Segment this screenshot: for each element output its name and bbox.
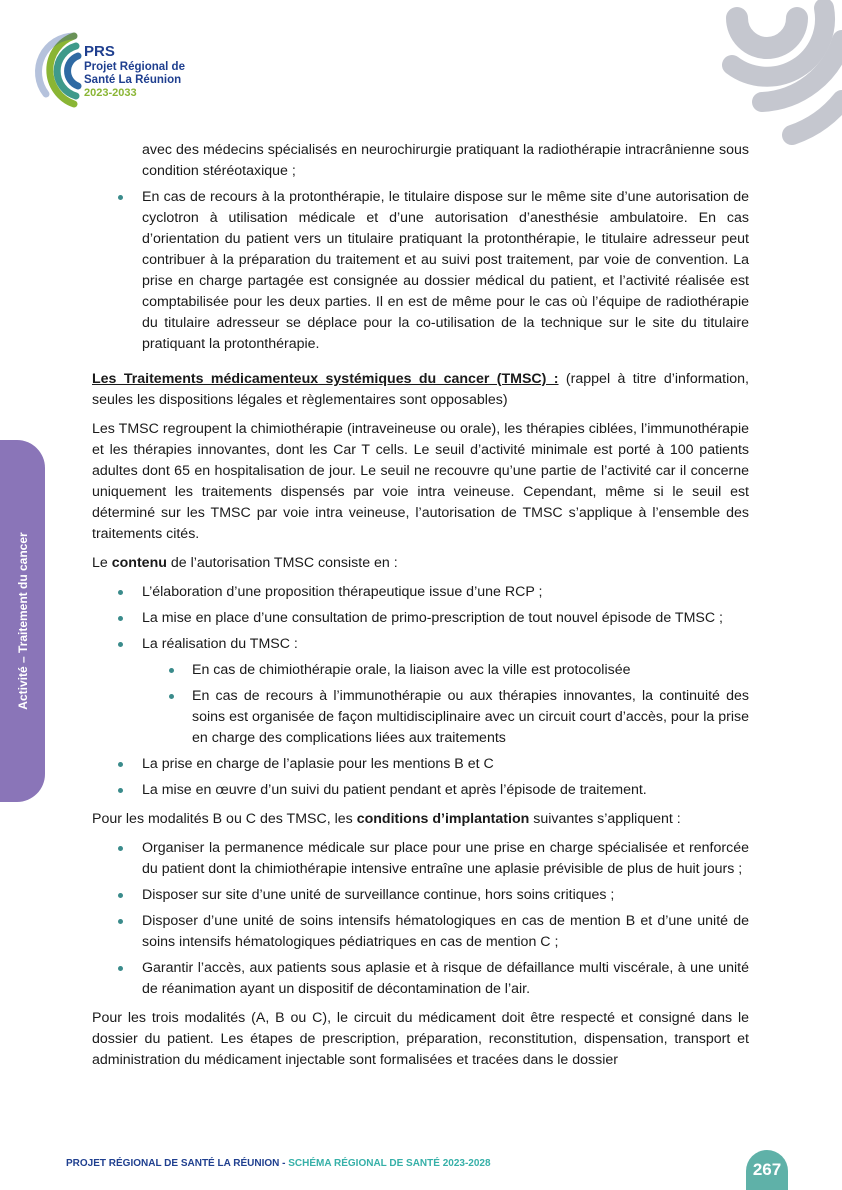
contenu-intro-bold: contenu [111, 555, 167, 571]
list-item: La réalisation du TMSC : [92, 634, 749, 655]
logo-text [84, 44, 185, 99]
conditions-intro-post: suivantes s’appliquent : [529, 811, 681, 827]
logo-years: 2023-2033 [84, 86, 137, 99]
side-tab-label: Activité – Traitement du cancer [15, 532, 30, 710]
list-item: Disposer d’une unité de soins intensifs hématologiques en cas de mention B et d’une unité de soins intensifs hématologiques pédiatriques en cas de mention C ; [92, 911, 749, 953]
protontherapy-bullet: En cas de recours à la protonthérapie, le titulaire dispose sur le même site d’une autorisation de cyclotron à utilisation médicale et d’une autorisation d’anesthésie ambulatoire. En cas d’orientation du patient vers un titulaire pratiquant la protonthérapie, le titulaire adresseur peut contribuer à la préparation du traitement et au suivi post traitement, par voie de convention. La prise en charge partagée est consignée au dossier médical du patient, et l’activité réalisée est comptabilisée pour les deux parties. Il en est de même pour le cas où l’équipe de radiothérapie du titulaire adresseur se déplace pour la co-utilisation de la technique sur le site du titulaire pratiquant la protonthérapie. [92, 187, 749, 355]
list-item: L’élaboration d’une proposition thérapeutique issue d’une RCP ; [92, 582, 749, 603]
list-item: La mise en œuvre d’un suivi du patient pendant et après l’épisode de traitement. [92, 780, 749, 801]
sub-list-item: En cas de recours à l’immunothérapie ou aux thérapies innovantes, la continuité des soins est organisée de façon multidisciplinaire avec un circuit court d’accès, pour la prise en charge des complications liées aux traitements [92, 686, 749, 749]
footer-left: PROJET RÉGIONAL DE SANTÉ LA RÉUNION - [66, 1158, 289, 1169]
contenu-intro-post: de l’autorisation TMSC consiste en : [166, 555, 398, 571]
list-item: La prise en charge de l’aplasie pour les mentions B et C [92, 754, 749, 775]
sub-list-item: En cas de chimiothérapie orale, la liaison avec la ville est protocolisée [92, 660, 749, 681]
page-number: 267 [746, 1150, 788, 1190]
radiotherapy-list [92, 187, 749, 355]
section-side-tab [0, 440, 45, 802]
logo-acronym: PRS [84, 43, 115, 60]
tmsc-paragraph: Les TMSC regroupent la chimiothérapie (intraveineuse ou orale), les thérapies ciblées, l’immunothérapie et les thérapies innovantes, dont les Car T cells. Le seuil d’activité minimale est porté à 100 patients adultes dont 65 en hospitalisation de jour. Le seuil ne recouvre qu’une partie de l’activité car il concerne uniquement les traitements dispensés par voie intra veineuse. Cependant, même si le seuil est déterminé sur les TMSC par voie intra veineuse, l’autorisation de TMSC s’applique à l’ensemble des traitements cités. [92, 421, 749, 542]
list-item: Organiser la permanence médicale sur place pour une prise en charge spécialisée et renforcée du patient dont la chimiothérapie intensive entraîne une aplasie prévisible de plus de huit jours ; [92, 838, 749, 880]
list-item: Garantir l’accès, aux patients sous aplasie et à risque de défaillance multi viscérale, à une unité de réanimation ayant un dispositif de décontamination de l’air. [92, 958, 749, 1000]
conditions-intro [92, 809, 749, 830]
tmsc-heading-note: (rappel à titre d’information, seules les dispositions légales et règlementaires sont opposables) [92, 371, 749, 408]
list-item: La mise en place d’une consultation de primo-prescription de tout nouvel épisode de TMSC ; [92, 608, 749, 629]
conditions-intro-pre: Pour les modalités B ou C des TMSC, les [92, 811, 357, 827]
document-body [92, 140, 749, 1079]
realisation-sublist [92, 660, 749, 749]
contenu-list-continued [92, 754, 749, 801]
logo-line1: Projet Régional de [84, 60, 185, 73]
footer-right: SCHÉMA RÉGIONAL DE SANTÉ 2023-2028 [288, 1158, 491, 1169]
contenu-intro-pre: Le [92, 555, 112, 571]
conditions-list [92, 838, 749, 1000]
list-item: Disposer sur site d’une unité de surveillance continue, hors soins critiques ; [92, 885, 749, 906]
conditions-intro-bold: conditions d’implantation [356, 811, 530, 827]
footer [66, 1158, 491, 1169]
logo-line2: Santé La Réunion [84, 73, 182, 86]
contenu-list [92, 582, 749, 655]
contenu-intro [92, 553, 749, 574]
bullet-continuation: avec des médecins spécialisés en neurochirurgie pratiquant la radiothérapie intracrânienne sous condition stéréotaxique ; [142, 142, 749, 179]
tmsc-heading-paragraph [92, 369, 749, 411]
tmsc-heading: Les Traitements médicamenteux systémiques du cancer (TMSC) : [92, 371, 559, 387]
grey-arcs-icon [692, 0, 842, 145]
final-paragraph: Pour les trois modalités (A, B ou C), le circuit du médicament doit être respecté et consigné dans le dossier du patient. Les étapes de prescription, préparation, reconstitution, dispensation, transport et administration du médicament injectable sont formalisées et tracées dans le dossier [92, 1010, 749, 1068]
